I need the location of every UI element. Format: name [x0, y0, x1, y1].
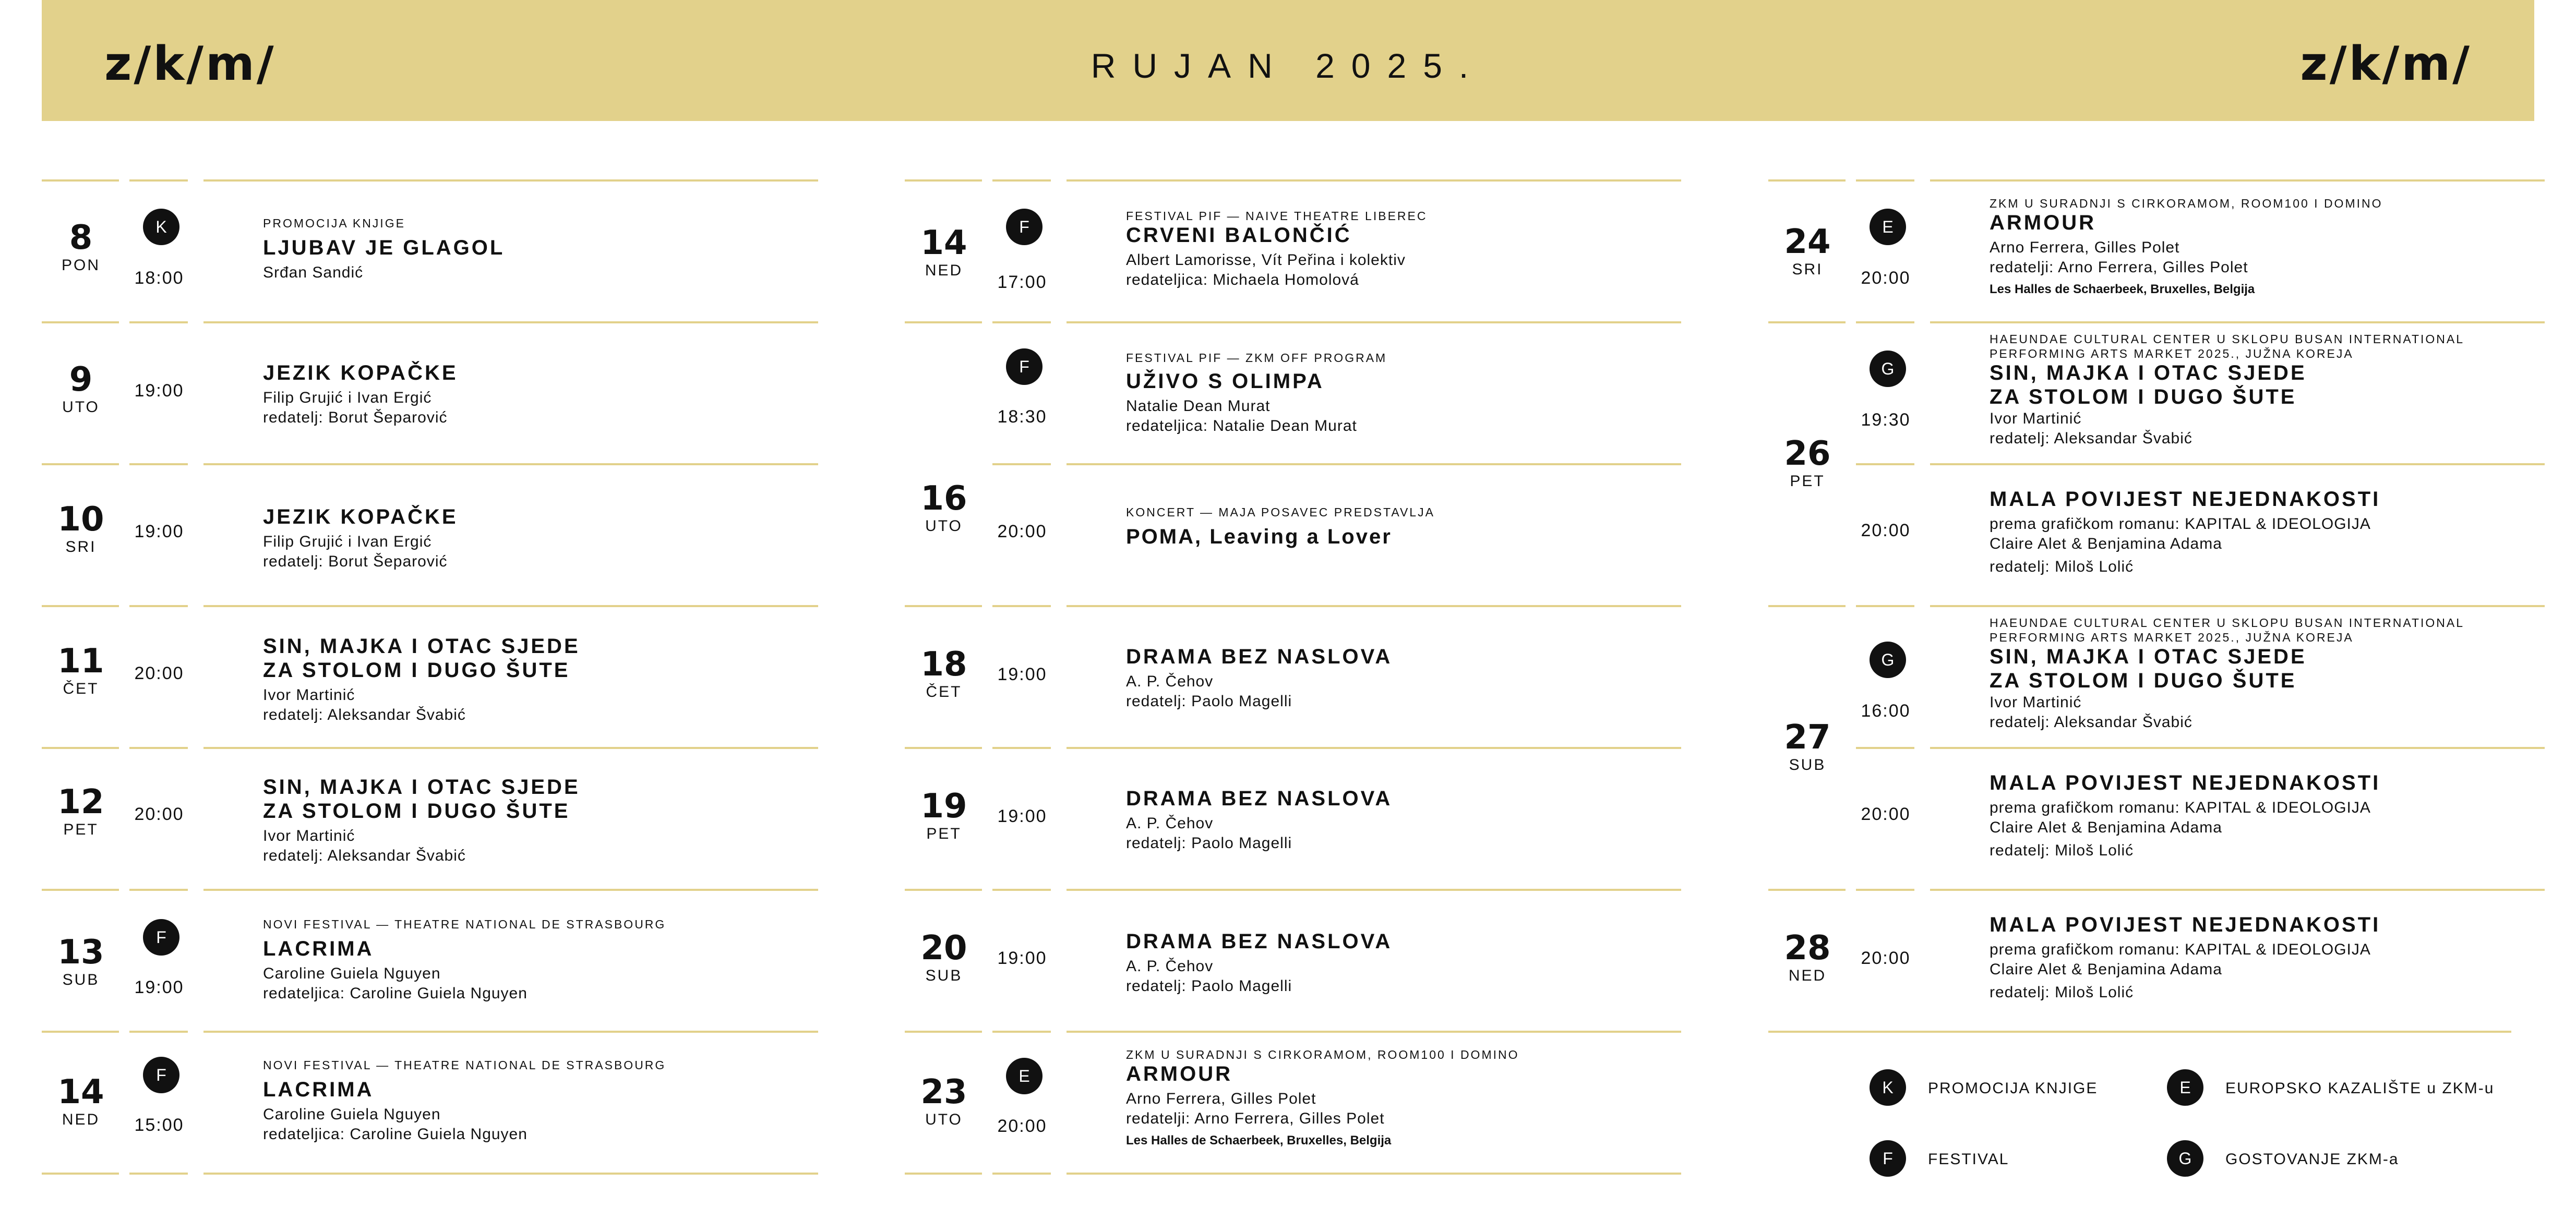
event-label: HAEUNDAE CULTURAL CENTER U SKLOPU BUSAN INTERNATIONAL — [1990, 616, 2465, 630]
event-time: 20:00 — [134, 804, 184, 824]
event-row[interactable] — [1768, 747, 2545, 889]
event-credit: A. P. Čehov — [1126, 673, 1214, 690]
event-credit: Claire Alet & Benjamina Adama — [1990, 961, 2222, 978]
event-title: ARMOUR — [1990, 211, 2096, 234]
event-title: CRVENI BALONČIĆ — [1126, 224, 1352, 247]
event-time: 15:00 — [134, 1115, 184, 1135]
event-title: DRAMA BEZ NASLOVA — [1126, 645, 1393, 668]
category-badge: G — [1870, 642, 1906, 678]
event-title-line-2: ZA STOLOM I DUGO ŠUTE — [263, 800, 570, 823]
day-number: 9 — [69, 360, 93, 399]
event-title: POMA, Leaving a Lover — [1126, 525, 1392, 548]
day-number: 10 — [57, 500, 104, 539]
day-name: ČET — [926, 683, 962, 700]
legend-text: FESTIVAL — [1928, 1151, 2009, 1168]
divider — [129, 1173, 188, 1175]
event-credit: prema grafičkom romanu: KAPITAL & IDEOLOGIJA — [1990, 515, 2371, 533]
category-badge: E — [1870, 209, 1906, 245]
day-name: SUB — [1789, 756, 1826, 774]
event-credit: Arno Ferrera, Gilles Polet — [1126, 1090, 1316, 1107]
day-name: SRI — [1792, 261, 1823, 278]
event-row[interactable] — [905, 1031, 1681, 1173]
event-credit: Albert Lamorisse, Vít Peřina i kolektiv — [1126, 251, 1406, 269]
day-number: 24 — [1784, 223, 1831, 261]
event-row[interactable] — [905, 463, 1681, 605]
day-name: PET — [1790, 473, 1825, 490]
event-time: 18:30 — [997, 407, 1047, 427]
legend-text: EUROPSKO KAZALIŠTE u ZKM-u — [2225, 1080, 2495, 1097]
event-time: 19:30 — [1861, 410, 1911, 430]
event-credit: redateljica: Natalie Dean Murat — [1126, 417, 1357, 434]
event-row[interactable] — [42, 179, 818, 321]
logo-left: z/k/m/ — [104, 37, 276, 91]
event-row[interactable] — [1768, 889, 2545, 1031]
event-time: 20:00 — [997, 522, 1047, 541]
day-number: 20 — [920, 929, 967, 968]
category-badge: F — [143, 1057, 179, 1093]
event-title: UŽIVO S OLIMPA — [1126, 370, 1324, 393]
divider — [203, 1173, 818, 1175]
legend-text: GOSTOVANJE ZKM-a — [2225, 1151, 2399, 1168]
event-director: redatelj: Miloš Lolić — [1990, 984, 2134, 1001]
event-row[interactable] — [42, 463, 818, 605]
category-badge: F — [1006, 348, 1043, 385]
event-time: 19:00 — [134, 977, 184, 997]
event-credit: redatelj: Paolo Magelli — [1126, 835, 1292, 852]
day-number: 18 — [920, 645, 967, 684]
event-credit: Arno Ferrera, Gilles Polet — [1990, 239, 2180, 256]
event-time: 19:00 — [997, 948, 1047, 968]
event-label: ZKM U SURADNJI S CIRKORAMOM, ROOM100 I DOMINO — [1126, 1048, 1519, 1061]
event-row[interactable] — [42, 747, 818, 889]
day-number: 8 — [69, 219, 93, 257]
event-label-line-2: PERFORMING ARTS MARKET 2025., JUŽNA KOREJA — [1990, 347, 2354, 360]
event-title: LJUBAV JE GLAGOL — [263, 236, 505, 259]
event-row[interactable] — [1768, 179, 2545, 321]
event-label: PROMOCIJA KNJIGE — [263, 216, 405, 230]
event-row[interactable] — [1768, 605, 2545, 747]
event-credit: prema grafičkom romanu: KAPITAL & IDEOLOGIJA — [1990, 799, 2371, 816]
event-label: NOVI FESTIVAL — THEATRE NATIONAL DE STRASBOURG — [263, 1058, 666, 1072]
event-credit: Caroline Guiela Nguyen — [263, 965, 441, 982]
day-number: 12 — [57, 783, 104, 822]
event-row[interactable] — [42, 1031, 818, 1173]
event-credit: A. P. Čehov — [1126, 958, 1214, 975]
legend-badge: E — [2167, 1069, 2203, 1106]
event-row[interactable] — [905, 321, 1681, 463]
divider — [42, 1173, 119, 1175]
event-title: MALA POVIJEST NEJEDNAKOSTI — [1990, 913, 2381, 936]
day-name: SUB — [62, 971, 100, 988]
day-number: 19 — [920, 787, 967, 826]
event-credit: Ivor Martinić — [1990, 694, 2082, 711]
event-time: 18:00 — [134, 268, 184, 288]
event-title-line-2: ZA STOLOM I DUGO ŠUTE — [1990, 385, 2297, 408]
event-label: FESTIVAL PIF — NAIVE THEATRE LIBEREC — [1126, 209, 1428, 223]
event-credit: redatelj: Borut Šeparović — [263, 409, 448, 426]
event-credit: Natalie Dean Murat — [1126, 397, 1271, 415]
day-name: SUB — [925, 967, 963, 984]
event-time: 20:00 — [997, 1116, 1047, 1136]
event-director: redatelj: Miloš Lolić — [1990, 842, 2134, 859]
event-row[interactable] — [905, 605, 1681, 747]
event-credit: Caroline Guiela Nguyen — [263, 1106, 441, 1123]
day-number: 16 — [920, 479, 967, 518]
category-badge: F — [143, 919, 179, 956]
event-label: NOVI FESTIVAL — THEATRE NATIONAL DE STRASBOURG — [263, 917, 666, 931]
event-time: 19:00 — [134, 381, 184, 401]
category-badge: G — [1870, 351, 1906, 387]
event-credit: prema grafičkom romanu: KAPITAL & IDEOLOGIJA — [1990, 941, 2371, 958]
event-credit: Claire Alet & Benjamina Adama — [1990, 819, 2222, 836]
event-credit: redatelji: Arno Ferrera, Gilles Polet — [1126, 1110, 1385, 1127]
day-number: 27 — [1784, 718, 1831, 757]
day-name: PON — [61, 257, 100, 274]
event-row[interactable] — [42, 605, 818, 747]
event-time: 17:00 — [997, 272, 1047, 292]
event-credit: Filip Grujić i Ivan Ergić — [263, 389, 432, 406]
event-credit: redatelj: Aleksandar Švabić — [263, 847, 466, 864]
event-credit: Ivor Martinić — [263, 827, 355, 844]
event-title: DRAMA BEZ NASLOVA — [1126, 930, 1393, 953]
event-title: MALA POVIJEST NEJEDNAKOSTI — [1990, 488, 2381, 511]
day-number: 11 — [57, 642, 104, 681]
event-time: 19:00 — [134, 522, 184, 541]
event-title: JEZIK KOPAČKE — [263, 505, 458, 528]
page-title: RUJAN 2025. — [1091, 46, 1485, 85]
day-name: ČET — [63, 680, 99, 697]
event-label: ZKM U SURADNJI S CIRKORAMOM, ROOM100 I DOMINO — [1990, 197, 2383, 210]
event-time: 20:00 — [1861, 268, 1911, 288]
event-credit: redatelji: Arno Ferrera, Gilles Polet — [1990, 259, 2248, 276]
category-badge: K — [143, 209, 179, 245]
event-title-line-2: ZA STOLOM I DUGO ŠUTE — [1990, 669, 2297, 692]
day-name: UTO — [925, 1111, 963, 1128]
event-row[interactable] — [905, 747, 1681, 889]
event-label: HAEUNDAE CULTURAL CENTER U SKLOPU BUSAN INTERNATIONAL — [1990, 332, 2465, 346]
day-name: PET — [63, 821, 99, 838]
event-credit: redatelj: Paolo Magelli — [1126, 977, 1292, 995]
event-time: 16:00 — [1861, 701, 1911, 721]
day-number: 14 — [920, 224, 967, 262]
event-time: 20:00 — [1861, 804, 1911, 824]
event-title: SIN, MAJKA I OTAC SJEDE — [1990, 645, 2307, 668]
event-title: LACRIMA — [263, 937, 374, 960]
event-credit: Srđan Sandić — [263, 264, 364, 281]
event-row[interactable] — [905, 889, 1681, 1031]
event-label: KONCERT — MAJA POSAVEC PREDSTAVLJA — [1126, 505, 1435, 519]
event-credit: A. P. Čehov — [1126, 815, 1214, 832]
day-number: 23 — [920, 1073, 967, 1112]
event-credit: redatelj: Aleksandar Švabić — [263, 706, 466, 723]
event-credit: redatelj: Aleksandar Švabić — [1990, 714, 2192, 731]
event-title: SIN, MAJKA I OTAC SJEDE — [263, 776, 580, 799]
event-time: 20:00 — [1861, 521, 1911, 540]
event-row[interactable] — [905, 179, 1681, 321]
event-credit: redatelj: Borut Šeparović — [263, 553, 448, 570]
event-time: 20:00 — [1861, 948, 1911, 968]
day-name: SRI — [65, 538, 97, 555]
divider — [992, 1173, 1051, 1175]
day-number: 14 — [57, 1073, 104, 1112]
divider — [1768, 1031, 2511, 1033]
event-title: MALA POVIJEST NEJEDNAKOSTI — [1990, 771, 2381, 794]
event-time: 19:00 — [997, 665, 1047, 684]
category-badge: F — [1006, 209, 1043, 245]
day-name: NED — [925, 262, 963, 279]
day-name: UTO — [62, 398, 100, 416]
legend-text: PROMOCIJA KNJIGE — [1928, 1080, 2098, 1097]
day-name: PET — [926, 825, 962, 842]
legend-badge: K — [1870, 1069, 1906, 1106]
event-title: JEZIK KOPAČKE — [263, 361, 458, 384]
event-credit: Ivor Martinić — [1990, 410, 2082, 427]
event-row[interactable] — [1768, 321, 2545, 463]
event-time: 19:00 — [997, 806, 1047, 826]
event-title-line-2: ZA STOLOM I DUGO ŠUTE — [263, 659, 570, 682]
event-credit: redatelj: Aleksandar Švabić — [1990, 430, 2192, 447]
event-row[interactable] — [1768, 463, 2545, 605]
event-label: FESTIVAL PIF — ZKM OFF PROGRAM — [1126, 351, 1387, 365]
event-credit: Claire Alet & Benjamina Adama — [1990, 535, 2222, 552]
event-venue: Les Halles de Schaerbeek, Bruxelles, Belgija — [1990, 282, 2255, 296]
divider — [1067, 1173, 1681, 1175]
day-name: UTO — [925, 517, 963, 535]
event-credit: redateljica: Caroline Guiela Nguyen — [263, 1126, 528, 1143]
event-credit: redateljica: Michaela Homolová — [1126, 271, 1359, 288]
day-number: 26 — [1784, 434, 1831, 473]
event-row[interactable] — [42, 889, 818, 1031]
event-venue: Les Halles de Schaerbeek, Bruxelles, Belgija — [1126, 1133, 1392, 1148]
header-band — [42, 0, 2534, 121]
event-title: DRAMA BEZ NASLOVA — [1126, 787, 1393, 810]
divider — [905, 1173, 982, 1175]
category-badge: E — [1006, 1058, 1043, 1094]
event-credit: Filip Grujić i Ivan Ergić — [263, 533, 432, 550]
event-title: ARMOUR — [1126, 1062, 1232, 1085]
day-name: NED — [1788, 967, 1827, 984]
event-time: 20:00 — [134, 663, 184, 683]
day-number: 13 — [57, 933, 104, 972]
event-title: SIN, MAJKA I OTAC SJEDE — [263, 635, 580, 658]
event-title: SIN, MAJKA I OTAC SJEDE — [1990, 361, 2307, 384]
day-number: 28 — [1784, 929, 1831, 968]
legend — [1768, 1069, 2545, 1194]
logo-right: z/k/m/ — [2300, 37, 2472, 91]
day-name: NED — [62, 1111, 100, 1128]
event-credit: redateljica: Caroline Guiela Nguyen — [263, 985, 528, 1002]
legend-badge: F — [1870, 1140, 1906, 1177]
event-label-line-2: PERFORMING ARTS MARKET 2025., JUŽNA KOREJA — [1990, 631, 2354, 644]
event-credit: Ivor Martinić — [263, 686, 355, 704]
event-director: redatelj: Miloš Lolić — [1990, 558, 2134, 575]
event-credit: redatelj: Paolo Magelli — [1126, 693, 1292, 710]
legend-badge: G — [2167, 1140, 2203, 1177]
event-row[interactable] — [42, 321, 818, 463]
event-title: LACRIMA — [263, 1078, 374, 1101]
